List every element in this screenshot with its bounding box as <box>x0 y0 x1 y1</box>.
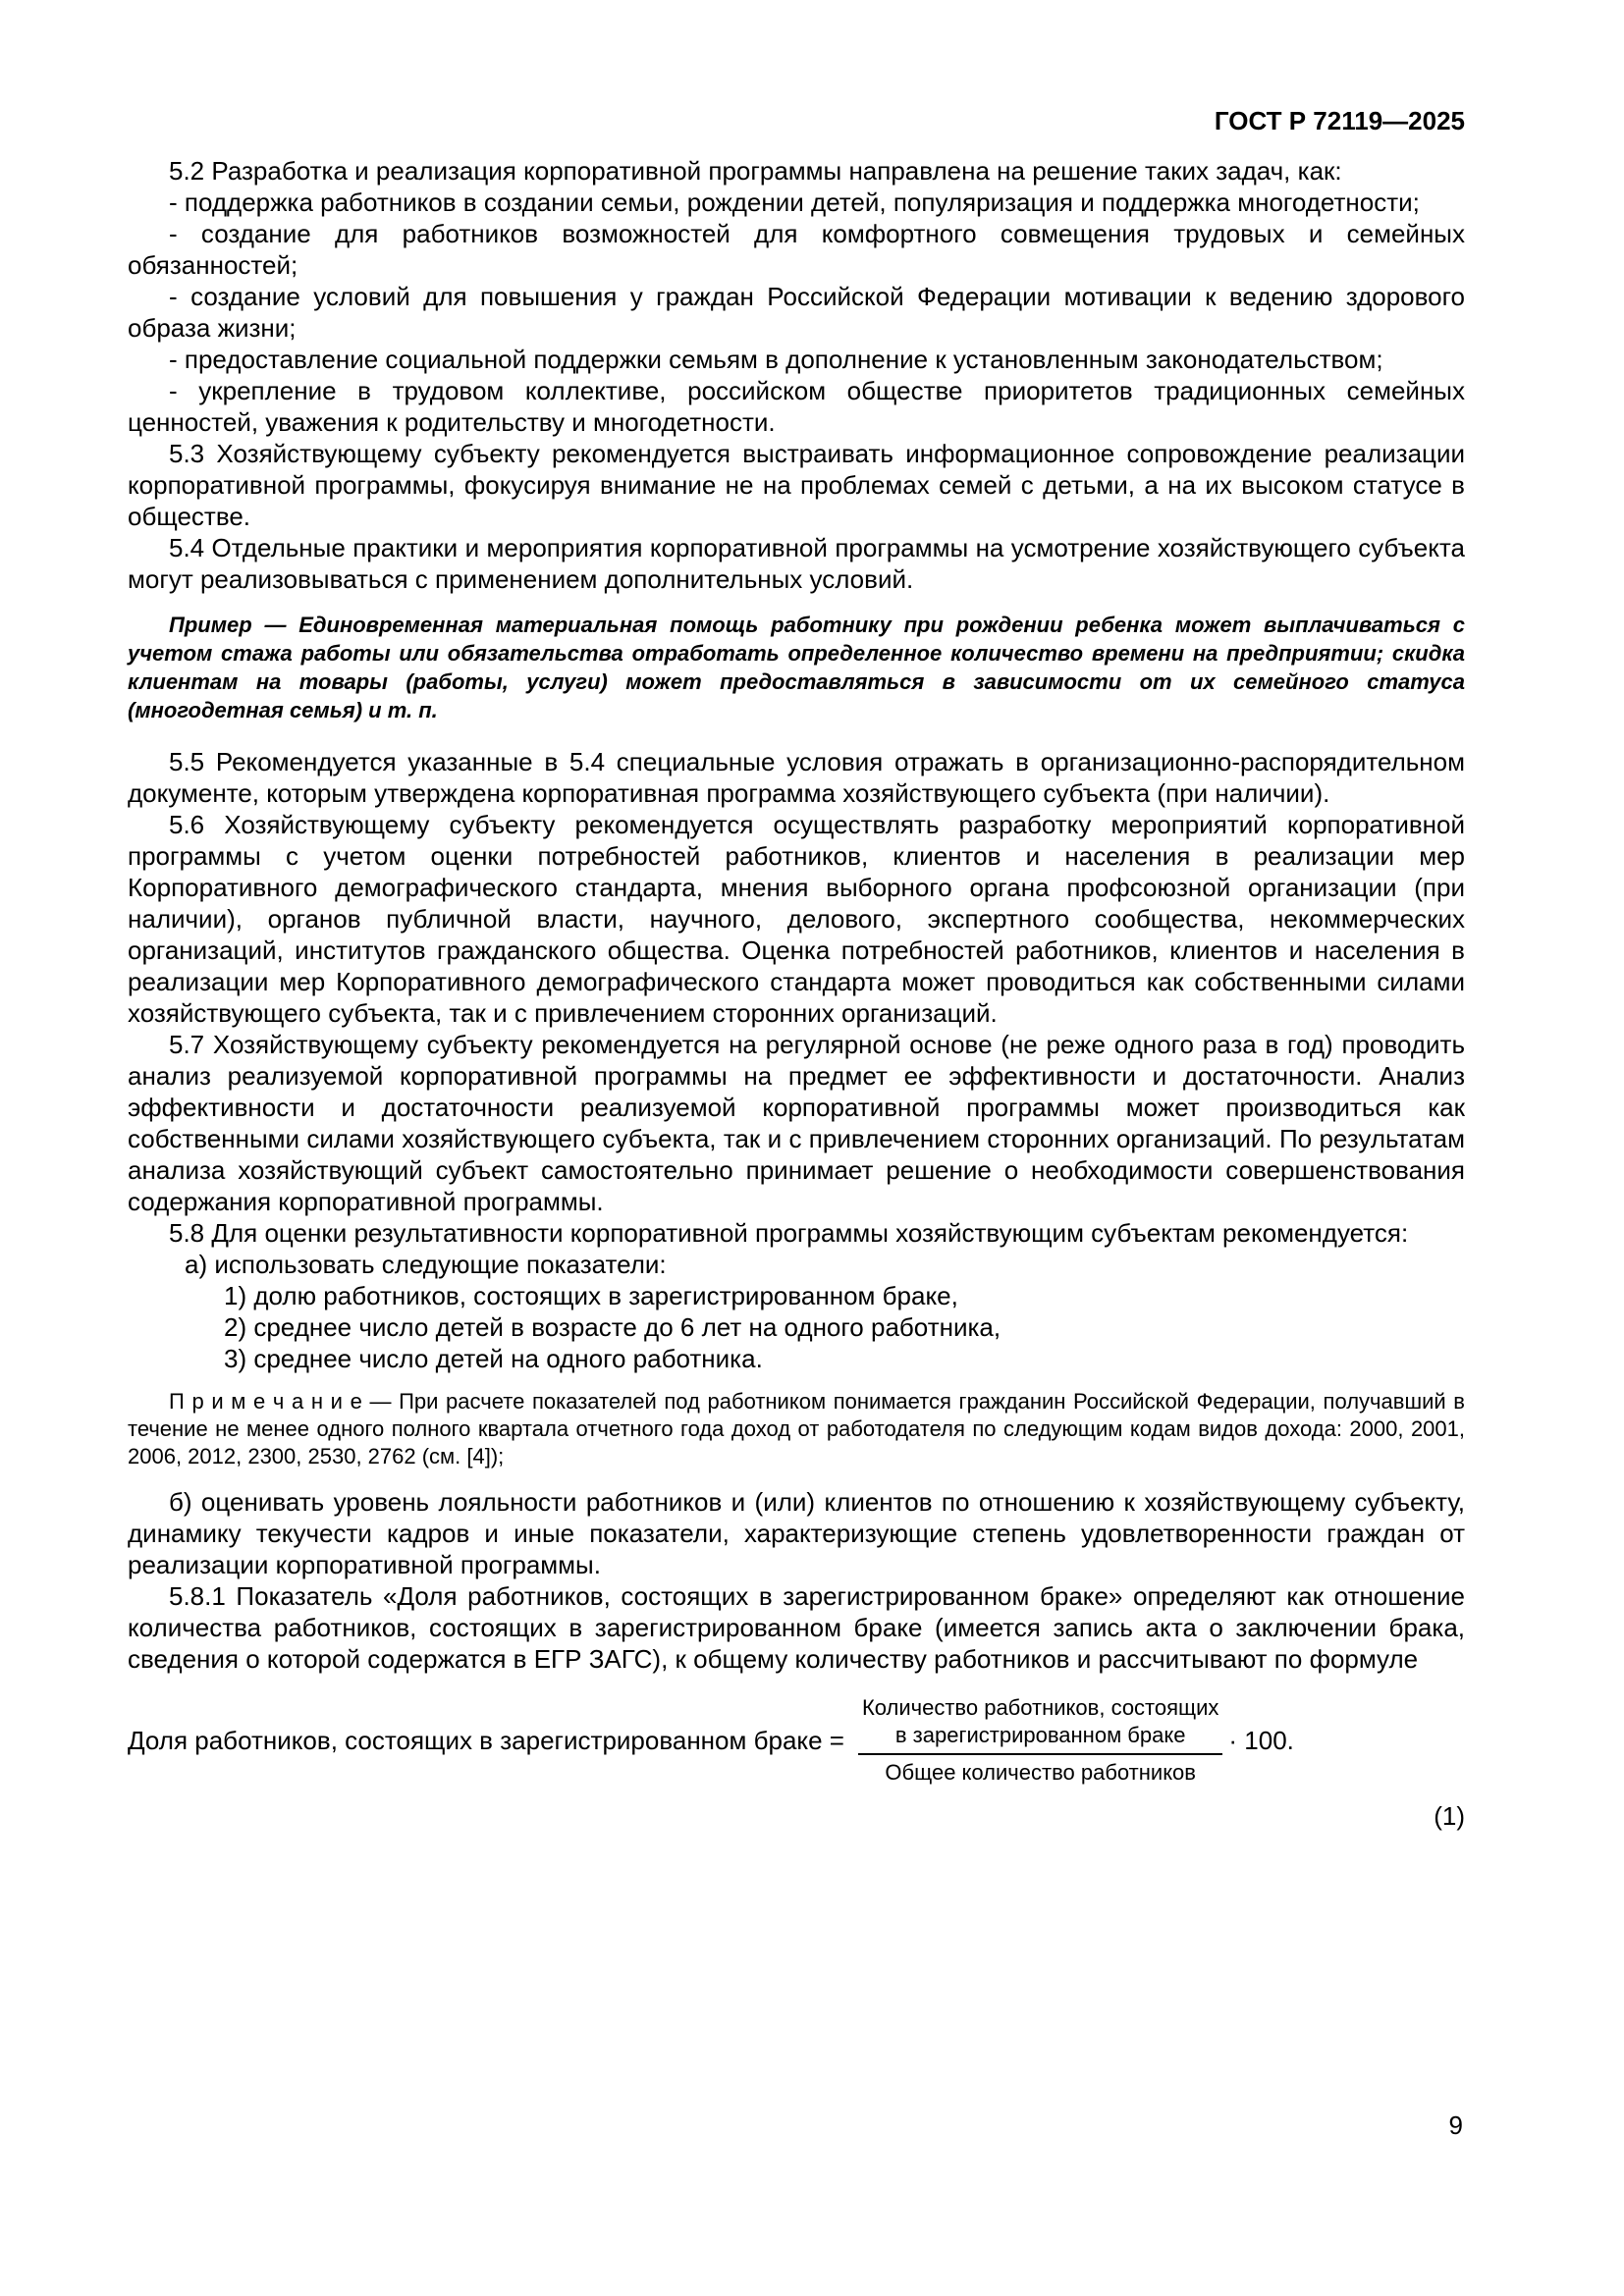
paragraph-5-3: 5.3 Хозяйствующему субъекту рекомендуется выстраивать информационное сопровождение реализации корпоративной программы, фокусируя внимание не на проблемах семей с детьми, а на их высоком статусе в обществе. <box>128 439 1465 531</box>
formula-numerator-line-2: в зарегистрированном браке <box>894 1723 1186 1747</box>
paragraph-5-6: 5.6 Хозяйствующему субъекту рекомендуется осуществлять разработку мероприятий корпоративной программы с учетом оценки потребностей работников, клиентов и населения в реализации мер Корпоративного демографического стандарта, мнения выборного органа профсоюзной организации (при наличии), органов публичной власти, научного, делового, экспертного сообщества, некоммерческих организаций, институтов гражданского общества. Оценка потребностей работников, клиентов и населения в реализации мер Корпоративного демографического стандарта может проводиться как собственными силами хозяйствующего субъекта, так и с привлечением сторонних организаций. <box>128 810 1465 1028</box>
paragraph-5-2: 5.2 Разработка и реализация корпоративной программы направлена на решение таких задач, как: <box>169 156 1342 186</box>
document-code: ГОСТ Р 72119—2025 <box>1214 106 1465 135</box>
page-number: 9 <box>1448 2110 1463 2140</box>
formula-numerator-line-1: Количество работников, состоящих <box>861 1695 1219 1720</box>
list-item-1: - поддержка работников в создании семьи, рождении детей, популяризация и поддержка многодетности; <box>169 187 1420 217</box>
paragraph-5-8: 5.8 Для оценки результативности корпоративной программы хозяйствующим субъектам рекомендуется: <box>169 1218 1409 1248</box>
paragraph-5-7: 5.7 Хозяйствующему субъекту рекомендуется на регулярной основе (не реже одного раза в год) проводить анализ реализуемой корпоративной программы на предмет ее эффективности и достаточности. Анализ эффективности и достаточности реализуемой корпоративной программы может производиться как собственными силами хозяйствующего субъекта, так и с привлечением сторонних организаций. По результатам анализа хозяйствующий субъект самостоятельно принимает решение о необходимости совершенствования содержания корпоративной программы. <box>128 1030 1465 1216</box>
sub-item-a-2: 2) среднее число детей в возрасте до 6 лет на одного работника, <box>224 1312 1001 1342</box>
formula-number: (1) <box>1434 1801 1465 1831</box>
example-block: Пример — Единовременная материальная помощь работнику при рождении ребенка может выплачиваться с учетом стажа работы или обязательства отработать определенное количество времени на предприятии; скидка клиентам на товары (работы, услуги) может предоставляться в зависимости от их семейного статуса (многодетная семья) и т. п. <box>128 613 1465 722</box>
sub-item-b: б) оценивать уровень лояльности работников и (или) клиентов по отношению к хозяйствующему субъекту, динамику текучести кадров и иные показатели, характеризующие степень удовлетворенности граждан от реализации корпоративной программы. <box>128 1487 1465 1579</box>
list-item-4: - предоставление социальной поддержки семьям в дополнение к установленным законодательством; <box>169 345 1383 374</box>
list-item-3: - создание условий для повышения у граждан Российской Федерации мотивации к ведению здорового образа жизни; <box>128 282 1465 343</box>
formula-fraction <box>858 1694 1222 1787</box>
note-block: П р и м е ч а н и е — При расчете показателей под работником понимается гражданин Российской Федерации, получавший в течение не менее одного полного квартала отчетного года доход от работодателя по следующим кодам видов дохода: 2000, 2001, 2006, 2012, 2300, 2530, 2762 (см. [4]); <box>128 1389 1465 1468</box>
document-body <box>128 155 1465 1832</box>
sub-item-a-3: 3) среднее число детей на одного работника. <box>224 1344 763 1373</box>
list-item-2: - создание для работников возможностей для комфортного совмещения трудовых и семейных обязанностей; <box>128 219 1465 280</box>
list-item-5: - укрепление в трудовом коллективе, российском обществе приоритетов традиционных семейных ценностей, уважения к родительству и многодетности. <box>128 376 1465 437</box>
sub-item-a: а) использовать следующие показатели: <box>185 1250 667 1279</box>
sub-item-a-1: 1) долю работников, состоящих в зарегистрированном браке, <box>224 1281 958 1310</box>
paragraph-5-4: 5.4 Отдельные практики и мероприятия корпоративной программы на усмотрение хозяйствующего субъекта могут реализовываться с применением дополнительных условий. <box>128 533 1465 594</box>
formula <box>128 1694 1465 1787</box>
paragraph-5-8-1: 5.8.1 Показатель «Доля работников, состоящих в зарегистрированном браке» определяют как отношение количества работников, состоящих в зарегистрированном браке (имеется запись акта о заключении брака, сведения о которой содержатся в ЕГР ЗАГС), к общему количеству работников и рассчитывают по формуле <box>128 1581 1465 1674</box>
formula-denominator: Общее количество работников <box>885 1760 1196 1785</box>
formula-lhs: Доля работников, состоящих в зарегистрированном браке = <box>128 1726 844 1755</box>
paragraph-5-5: 5.5 Рекомендуется указанные в 5.4 специальные условия отражать в организационно-распорядительном документе, которым утверждена корпоративная программа хозяйствующего субъекта (при наличии). <box>128 747 1465 808</box>
document-header <box>128 106 1465 135</box>
formula-numerator <box>858 1694 1222 1755</box>
formula-multiplier: · 100. <box>1228 1726 1294 1755</box>
